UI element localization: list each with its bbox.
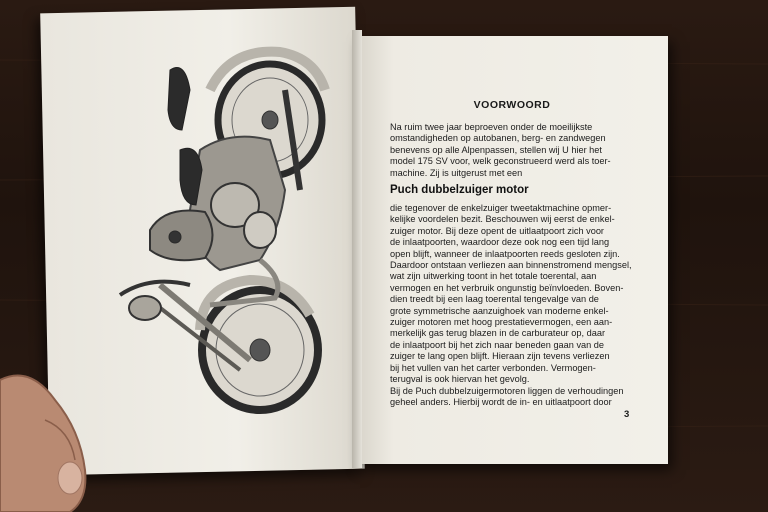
text-line: de inlaatpoorten, waardoor deze ook nog een tijd lang — [390, 237, 610, 248]
text-line: dien treedt bij een laag toerental tengevalge van de — [390, 294, 599, 305]
text-line: vermogen en het verbruik ongunstig beïnvloeden. Boven- — [390, 282, 624, 293]
motorcycle-illustration — [110, 30, 340, 420]
page-heading: VOORWOORD — [473, 99, 551, 111]
text-line: Bij de Puch dubbelzuigermotoren liggen de verhoudingen — [390, 385, 624, 396]
text-line: machine. Zij is uitgerust met een — [390, 167, 523, 178]
text-line: bij het vullen van het carter verbonden. Vermogen- — [390, 362, 596, 373]
text-line: geheel anders. Hierbij wordt de in- en uitlaatpoort door — [390, 396, 612, 407]
thumb — [0, 360, 110, 512]
section-subheading: Puch dubbelzuiger motor — [390, 184, 529, 196]
text-line: zuiger motor. Bij deze opent de uitlaatpoort zich voor — [390, 225, 604, 236]
text-line: Na ruim twee jaar beproeven onder de moeilijkste — [390, 122, 593, 132]
text-line: wat zijn uitwerking toont in het totale toerental, aan — [390, 271, 597, 282]
text-line: kelijke voordelen bezit. Beschouwen wij eerst de enkel- — [390, 214, 615, 225]
text-line: model 175 SV voor, welk geconstrueerd werd als toer- — [390, 156, 611, 167]
text-line: omstandigheden op autobanen, berg- en zandwegen — [390, 133, 606, 144]
text-line: die tegenover de enkelzuiger tweetaktmachine opmer- — [390, 203, 612, 213]
text-line: benevens op alle Alpenpassen, stellen wij U hier het — [390, 144, 602, 155]
body-paragraph — [390, 203, 648, 408]
text-line: terugval is ook hiervan het gevolg. — [390, 374, 530, 385]
text-line: Daardoor ontstaan verliezen aan binnenstromend mengsel, — [390, 260, 632, 271]
page-number: 3 — [624, 409, 630, 420]
text-line: merkelijk gas terug blazen in de carburateur op, daar — [390, 328, 606, 339]
text-line: zuiger motoren met hoog prestatievermogen, een aan- — [390, 317, 613, 328]
book-spine — [352, 30, 362, 468]
text-line: open blijft, wanneer de inlaatpoorten reeds gesloten zijn. — [390, 248, 620, 259]
intro-paragraph — [390, 122, 648, 179]
text-line: de inlaatpoort bij het zich naar beneden gaan van de — [390, 339, 605, 350]
text-line: zuiger te lang open blijft. Hieraan zijn tevens verliezen — [390, 351, 610, 362]
text-line: grote symmetrische aanzuighoek van moderne enkel- — [390, 305, 609, 316]
